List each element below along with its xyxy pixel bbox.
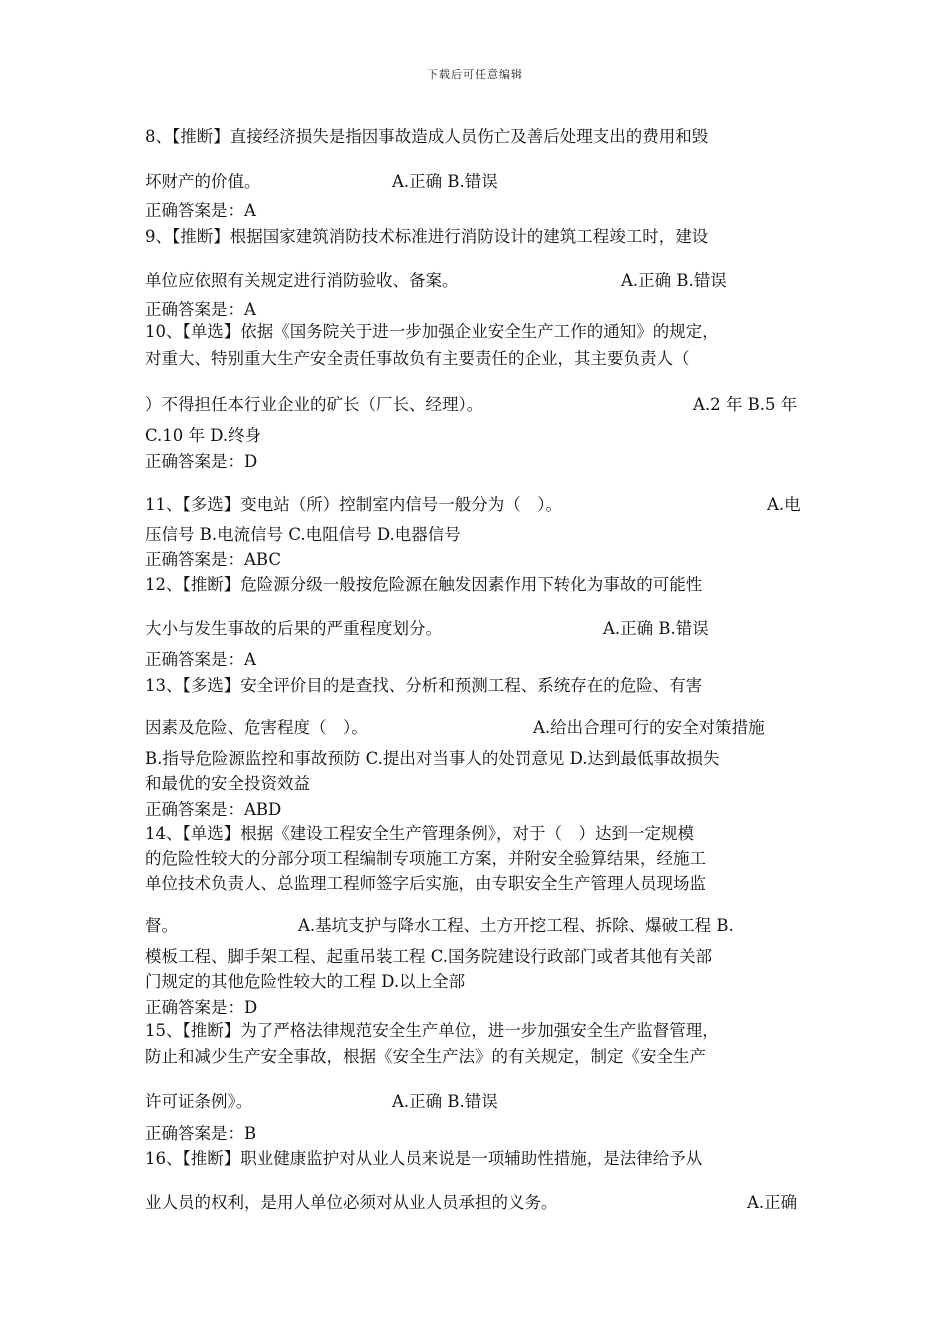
text-line (145, 351, 690, 368)
page-header: 下载后可任意编辑 (427, 68, 523, 81)
text-line (145, 203, 256, 220)
text-line (145, 577, 702, 594)
line-text: 正确答案是：B (145, 1124, 257, 1143)
line-text: 大小与发生事故的后果的严重程度划分。 (145, 619, 442, 638)
text-line (145, 552, 281, 569)
line-text: 正确答案是：A (145, 650, 256, 669)
text-line (145, 974, 465, 991)
answer-options: A.正确 B.错误 (392, 172, 498, 191)
line-text: 12、【推断】危险源分级一般按危险源在触发因素作用下转化为事故的可能性 (145, 575, 703, 594)
line-text: 14、【单选】根据《建设工程安全生产管理条例》，对于（ ）达到一定规模 (145, 824, 694, 843)
answer-options: A.正确 B.错误 (603, 619, 709, 638)
answer-options: A.正确 B.错误 (392, 1092, 498, 1111)
answer-options: A.正确 B.错误 (621, 271, 727, 290)
line-text: 许可证条例》。 (145, 1092, 253, 1111)
text-line (145, 918, 178, 935)
text-line (145, 751, 720, 768)
line-text: 10、【单选】依据《国务院关于进一步加强企业安全生产工作的通知》的规定， (145, 322, 719, 341)
text-line (145, 826, 694, 843)
line-text: 压信号 B.电流信号 C.电阻信号 D.电器信号 (145, 525, 461, 544)
line-text: 门规定的其他危险性较大的工程 D.以上全部 (145, 972, 466, 991)
line-text: 正确答案是：A (145, 201, 256, 220)
line-text: 9、【推断】根据国家建筑消防技术标准进行消防设计的建筑工程竣工时，建设 (145, 227, 709, 246)
text-line (145, 129, 708, 146)
answer-options: A.给出合理可行的安全对策措施 (533, 718, 765, 737)
line-text: 因素及危险、危害程度（ ）。 (145, 718, 368, 737)
line-text: 正确答案是：A (145, 300, 256, 319)
line-text: 单位技术负责人、总监理工程师签字后实施，由专职安全生产管理人员现场监 (145, 874, 706, 893)
text-line (145, 1195, 558, 1212)
text-line (145, 621, 442, 638)
text-line (145, 776, 310, 793)
line-text: C.10 年 D.终身 (145, 426, 262, 445)
text-line (145, 1126, 256, 1143)
text-line (145, 851, 706, 868)
text-line (145, 1023, 719, 1040)
line-text: 的危险性较大的分部分项工程编制专项施工方案，并附安全验算结果，经施工 (145, 849, 706, 868)
text-line (145, 802, 281, 819)
text-line (145, 527, 461, 544)
text-line (145, 1094, 252, 1111)
answer-options: A.2 年 B.5 年 (693, 395, 798, 414)
line-text: 15、【推断】为了严格法律规范安全生产单位，进一步加强安全生产监督管理， (145, 1021, 719, 1040)
answer-options: A.基坑支护与降水工程、土方开挖工程、拆除、爆破工程 B. (298, 916, 734, 935)
line-text: B.指导危险源监控和事故预防 C.提出对当事人的处罚意见 D.达到最低事故损失 (145, 749, 720, 768)
text-line (145, 1000, 257, 1017)
line-text: 正确答案是：D (145, 998, 258, 1017)
line-text: 督。 (145, 916, 178, 935)
line-text: 13、【多选】安全评价目的是查找、分析和预测工程、系统存在的危险、有害 (145, 676, 703, 695)
text-line (145, 397, 483, 414)
answer-options: A.正确 (747, 1193, 798, 1212)
text-line (145, 720, 368, 737)
text-line (145, 174, 261, 191)
line-text: 11、【多选】变电站（所）控制室内信号一般分为（ ）。 (145, 495, 562, 514)
line-text: 16、【推断】职业健康监护对从业人员来说是一项辅助性措施，是法律给予从 (145, 1149, 703, 1168)
text-line (145, 652, 256, 669)
text-line (145, 273, 459, 290)
line-text: 正确答案是：ABC (145, 550, 281, 569)
line-text: 正确答案是：ABD (145, 800, 282, 819)
text-line (145, 1049, 706, 1066)
text-line (145, 1151, 702, 1168)
line-text: 业人员的权利，是用人单位必须对从业人员承担的义务。 (145, 1193, 558, 1212)
line-text: 正确答案是：D (145, 452, 258, 471)
text-line (145, 678, 702, 695)
text-line (145, 454, 257, 471)
text-line (145, 302, 256, 319)
text-line (145, 324, 719, 341)
text-line (145, 876, 706, 893)
line-text: 坏财产的价值。 (145, 172, 261, 191)
line-text: 对重大、特别重大生产安全责任事故负有主要责任的企业，其主要负责人（ (145, 349, 690, 368)
text-line (145, 949, 712, 966)
line-text: 单位应依照有关规定进行消防验收、备案。 (145, 271, 459, 290)
answer-options: A.电 (767, 495, 801, 514)
text-line (145, 428, 261, 445)
line-text: 和最优的安全投资效益 (145, 774, 310, 793)
text-line (145, 229, 708, 246)
text-line (145, 497, 562, 514)
line-text: 8、【推断】直接经济损失是指因事故造成人员伤亡及善后处理支出的费用和毁 (145, 127, 709, 146)
line-text: 模板工程、脚手架工程、起重吊装工程 C.国务院建设行政部门或者其他有关部 (145, 947, 713, 966)
line-text: ）不得担任本行业企业的矿长（厂长、经理）。 (145, 395, 484, 414)
line-text: 防止和减少生产安全事故，根据《安全生产法》的有关规定，制定《安全生产 (145, 1047, 706, 1066)
